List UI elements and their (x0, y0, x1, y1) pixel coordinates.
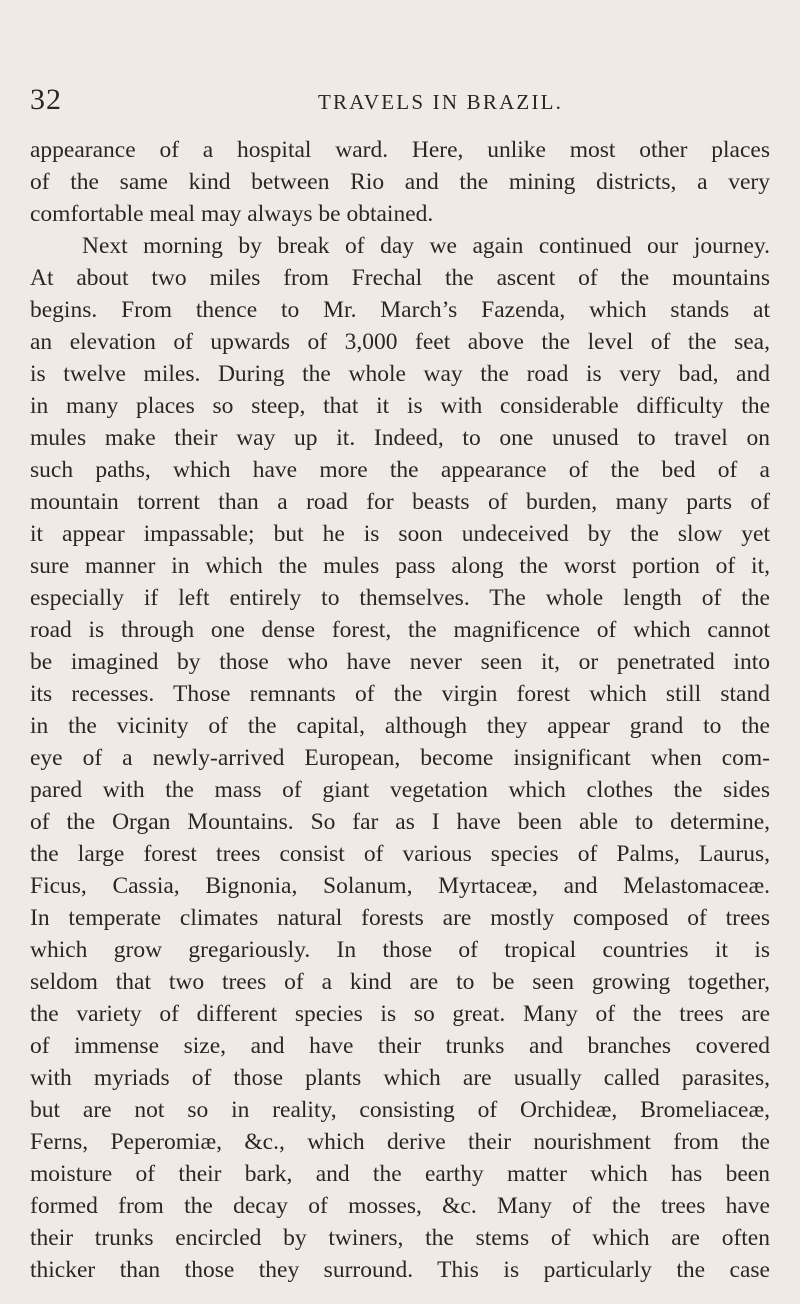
text-line: their trunks encircled by twiners, the stems of which are often (30, 1225, 770, 1251)
text-line: is twelve miles. During the whole way the road is very bad, and (30, 361, 770, 387)
page-number: 32 (30, 83, 62, 116)
text-line: such paths, which have more the appearance of the bed of a (30, 457, 770, 483)
text-line: mules make their way up it. Indeed, to one unused to travel on (30, 425, 770, 451)
text-line: appearance of a hospital ward. Here, unlike most other places (30, 137, 770, 163)
text-line: in many places so steep, that it is with considerable difficulty the (30, 393, 770, 419)
text-line: it appear impassable; but he is soon undeceived by the slow yet (30, 521, 770, 547)
text-line: its recesses. Those remnants of the virgin forest which still stand (30, 681, 770, 707)
text-line: mountain torrent than a road for beasts of burden, many parts of (30, 489, 770, 515)
text-line: with myriads of those plants which are usually called parasites, (30, 1065, 770, 1091)
body-text (30, 134, 770, 1286)
text-line: formed from the decay of mosses, &c. Many of the trees have (30, 1193, 770, 1219)
text-line: be imagined by those who have never seen it, or penetrated into (30, 649, 770, 675)
text-line: At about two miles from Frechal the ascent of the mountains (30, 265, 770, 291)
text-line: of the Organ Mountains. So far as I have been able to determine, (30, 809, 770, 835)
text-line: In temperate climates natural forests are mostly composed of trees (30, 905, 770, 931)
text-line: seldom that two trees of a kind are to be seen growing together, (30, 969, 770, 995)
text-line: an elevation of upwards of 3,000 feet above the level of the sea, (30, 329, 770, 355)
text-line: of immense size, and have their trunks and branches covered (30, 1033, 770, 1059)
text-line: of the same kind between Rio and the mining districts, a very (30, 169, 770, 195)
text-line: the large forest trees consist of various species of Palms, Laurus, (30, 841, 770, 867)
text-line: especially if left entirely to themselves. The whole length of the (30, 585, 770, 611)
text-line: pared with the mass of giant vegetation which clothes the sides (30, 777, 770, 803)
text-line: which grow gregariously. In those of tropical countries it is (30, 937, 770, 963)
text-line: comfortable meal may always be obtained. (30, 201, 434, 227)
text-line: thicker than those they surround. This is particularly the case (30, 1257, 770, 1283)
text-line: eye of a newly-arrived European, become insignificant when com- (30, 745, 770, 771)
text-line: Next morning by break of day we again continued our journey. (82, 233, 770, 259)
text-line: moisture of their bark, and the earthy matter which has been (30, 1161, 770, 1187)
running-header (30, 80, 770, 120)
text-line: road is through one dense forest, the magnificence of which cannot (30, 617, 770, 643)
text-line: but are not so in reality, consisting of Orchideæ, Bromeliaceæ, (30, 1097, 770, 1123)
running-title: TRAVELS IN BRAZIL. (318, 90, 564, 114)
text-line: Ficus, Cassia, Bignonia, Solanum, Myrtaceæ, and Melastomaceæ. (30, 873, 770, 899)
text-line: sure manner in which the mules pass along the worst portion of it, (30, 553, 770, 579)
text-line: Ferns, Peperomiæ, &c., which derive their nourishment from the (30, 1129, 770, 1155)
text-line: in the vicinity of the capital, although they appear grand to the (30, 713, 770, 739)
text-line: begins. From thence to Mr. March’s Fazenda, which stands at (30, 297, 770, 323)
text-line: the variety of different species is so great. Many of the trees are (30, 1001, 770, 1027)
